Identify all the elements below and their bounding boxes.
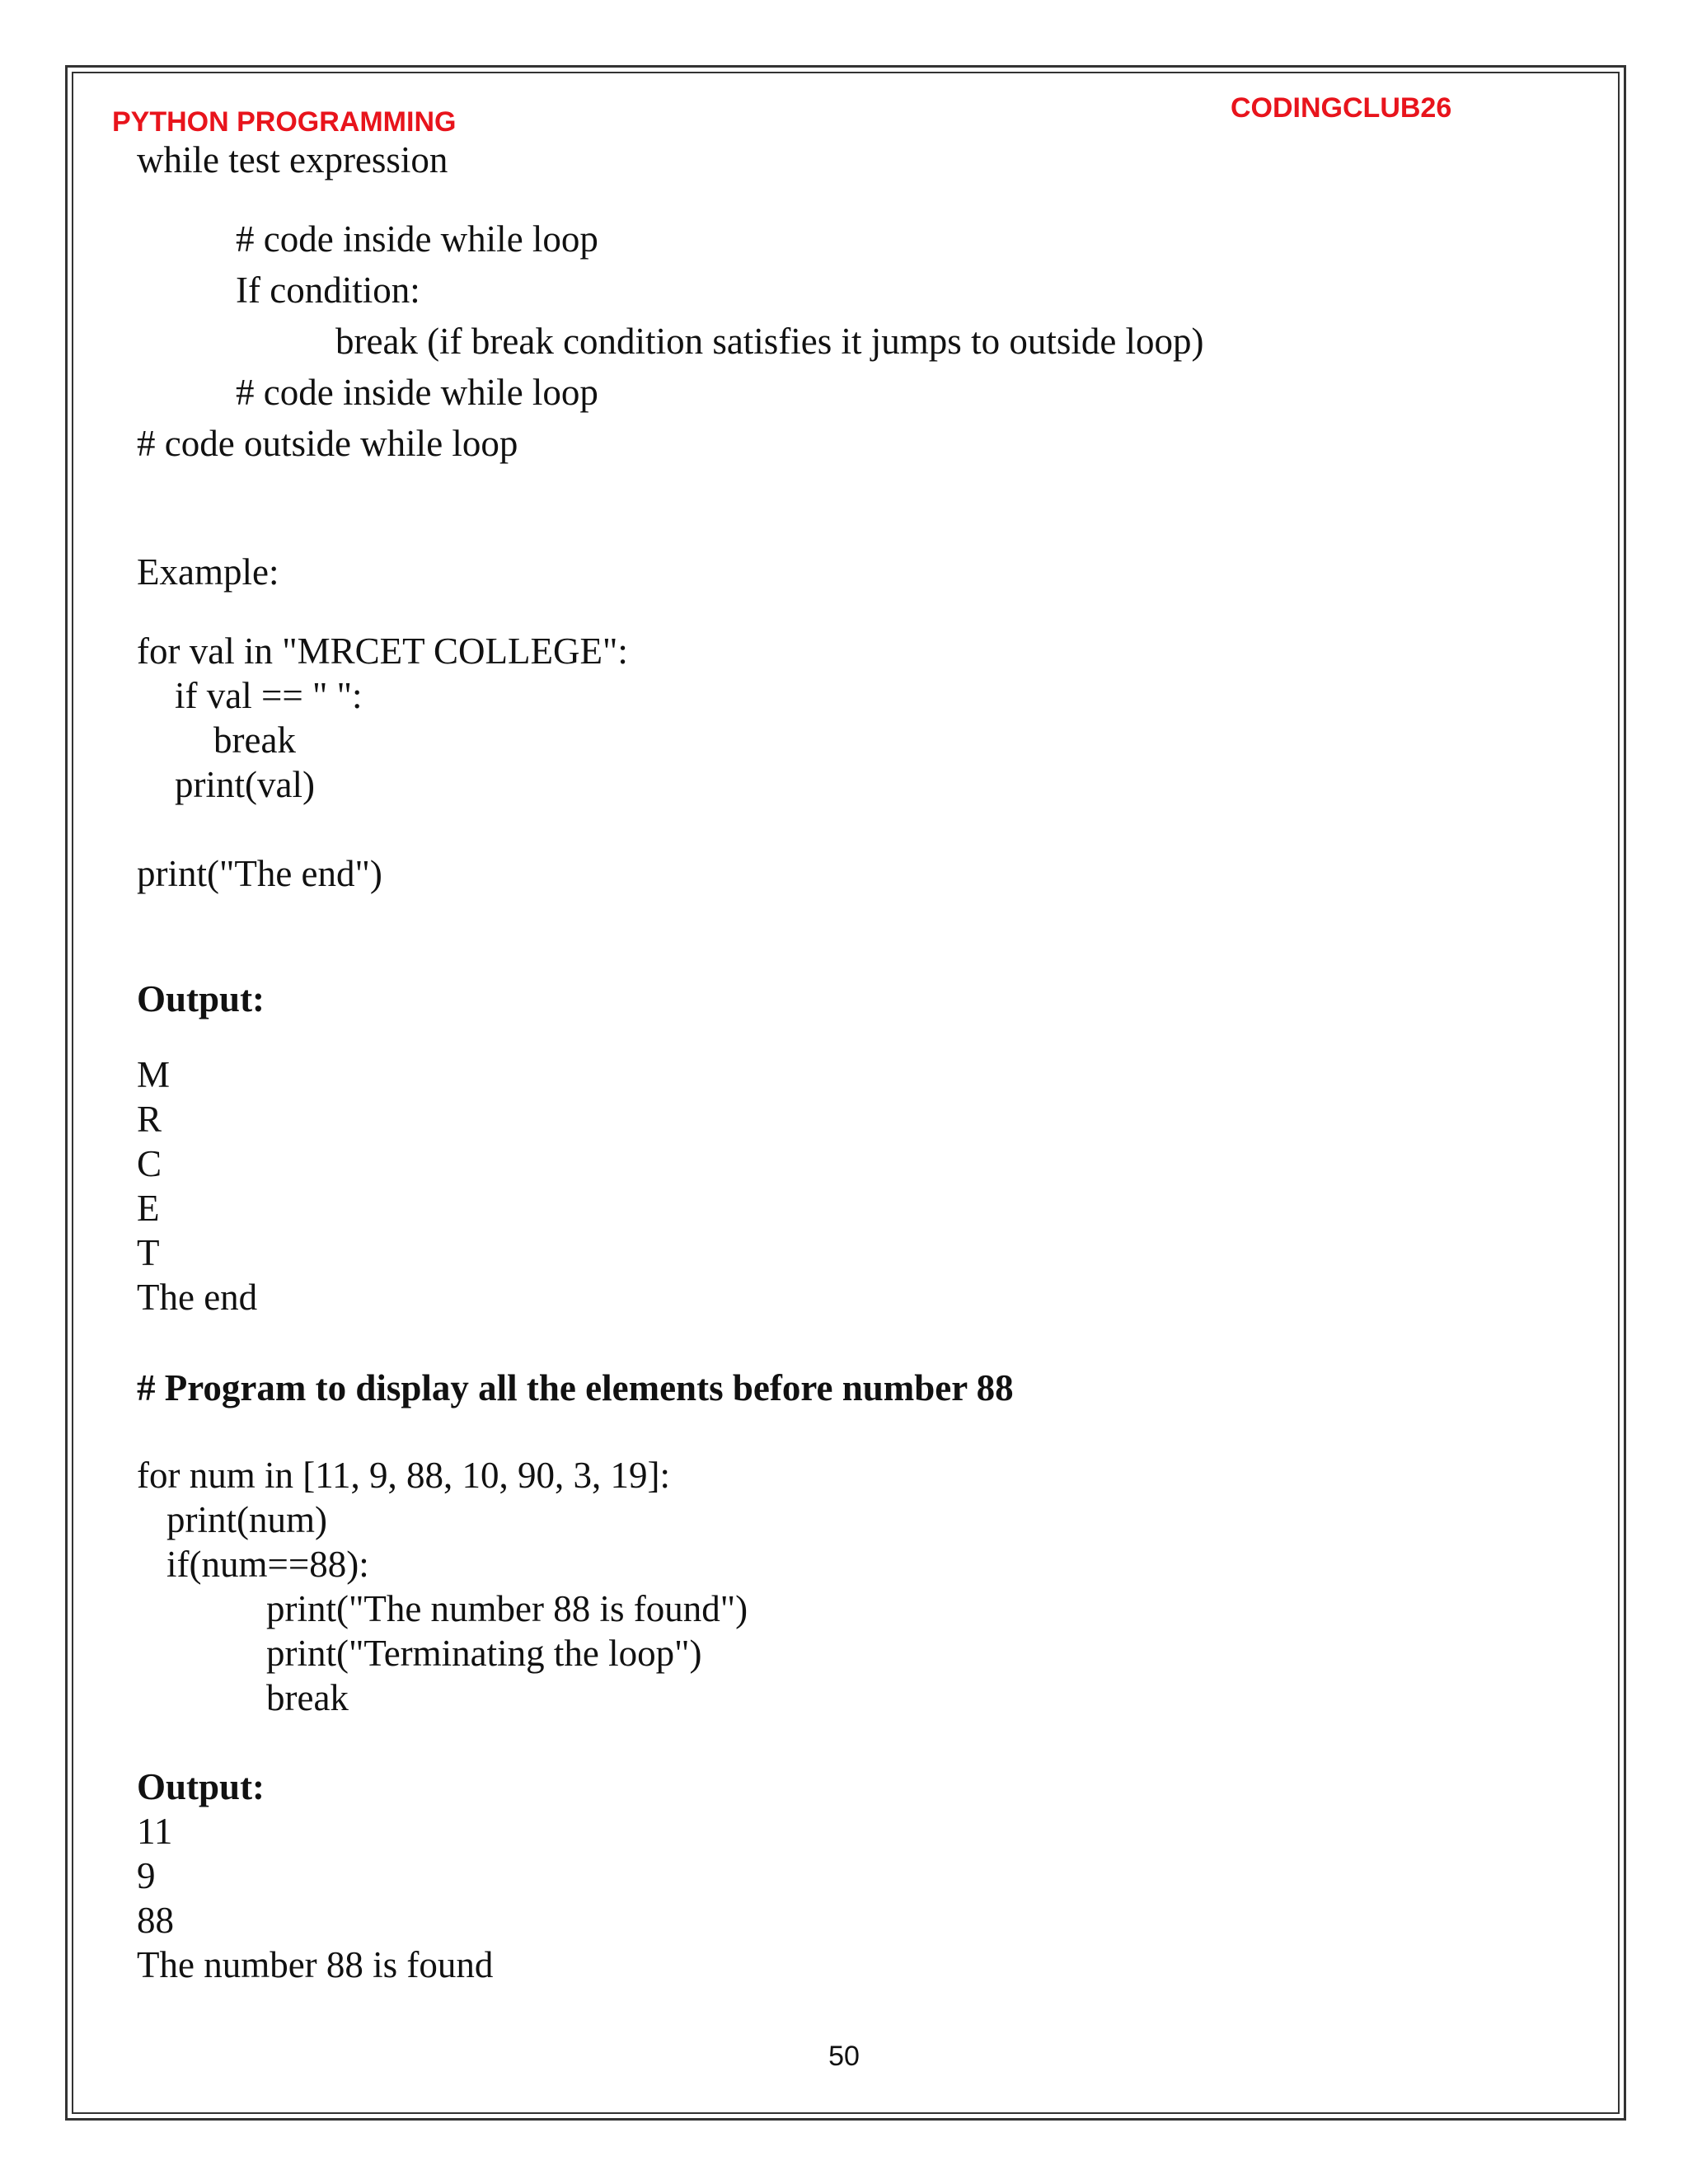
example-label: Example: bbox=[137, 551, 279, 593]
code-line: if(num==88): bbox=[166, 1544, 369, 1585]
syntax-line: # code inside while loop bbox=[236, 372, 598, 413]
output-line: The number 88 is found bbox=[137, 1944, 494, 1985]
syntax-line: # code outside while loop bbox=[137, 423, 518, 464]
output-line: 9 bbox=[137, 1855, 156, 1896]
syntax-line: while test expression bbox=[137, 139, 448, 180]
output-heading: Output: bbox=[137, 978, 265, 1019]
output-line: 88 bbox=[137, 1900, 174, 1941]
code-line: break bbox=[213, 719, 296, 761]
output-line: The end bbox=[137, 1277, 258, 1318]
program-heading: # Program to display all the elements before number 88 bbox=[137, 1367, 1014, 1408]
output-line: M bbox=[137, 1054, 171, 1095]
syntax-line: If condition: bbox=[236, 269, 420, 311]
code-line: break bbox=[266, 1677, 349, 1718]
output-line: E bbox=[137, 1188, 160, 1229]
page-number: 50 bbox=[828, 2041, 860, 2072]
output-line: 11 bbox=[137, 1811, 173, 1852]
code-line: if val == " ": bbox=[175, 675, 363, 716]
header-right-title: CODINGCLUB26 bbox=[1231, 92, 1452, 124]
code-line: print(val) bbox=[175, 764, 315, 805]
syntax-line: break (if break condition satisfies it jumps to outside loop) bbox=[335, 321, 1204, 362]
output-line: C bbox=[137, 1143, 162, 1184]
code-line: print(num) bbox=[166, 1499, 327, 1540]
output-heading: Output: bbox=[137, 1766, 265, 1807]
header-left-title: PYTHON PROGRAMMING bbox=[112, 106, 457, 138]
code-line: print("The number 88 is found") bbox=[266, 1588, 748, 1629]
output-line: T bbox=[137, 1232, 160, 1273]
code-line: for val in "MRCET COLLEGE": bbox=[137, 630, 628, 672]
code-line: for num in [11, 9, 88, 10, 90, 3, 19]: bbox=[137, 1455, 671, 1496]
syntax-line: # code inside while loop bbox=[236, 218, 598, 260]
code-line: print("The end") bbox=[137, 853, 382, 894]
output-line: R bbox=[137, 1099, 162, 1140]
code-line: print("Terminating the loop") bbox=[266, 1633, 702, 1674]
